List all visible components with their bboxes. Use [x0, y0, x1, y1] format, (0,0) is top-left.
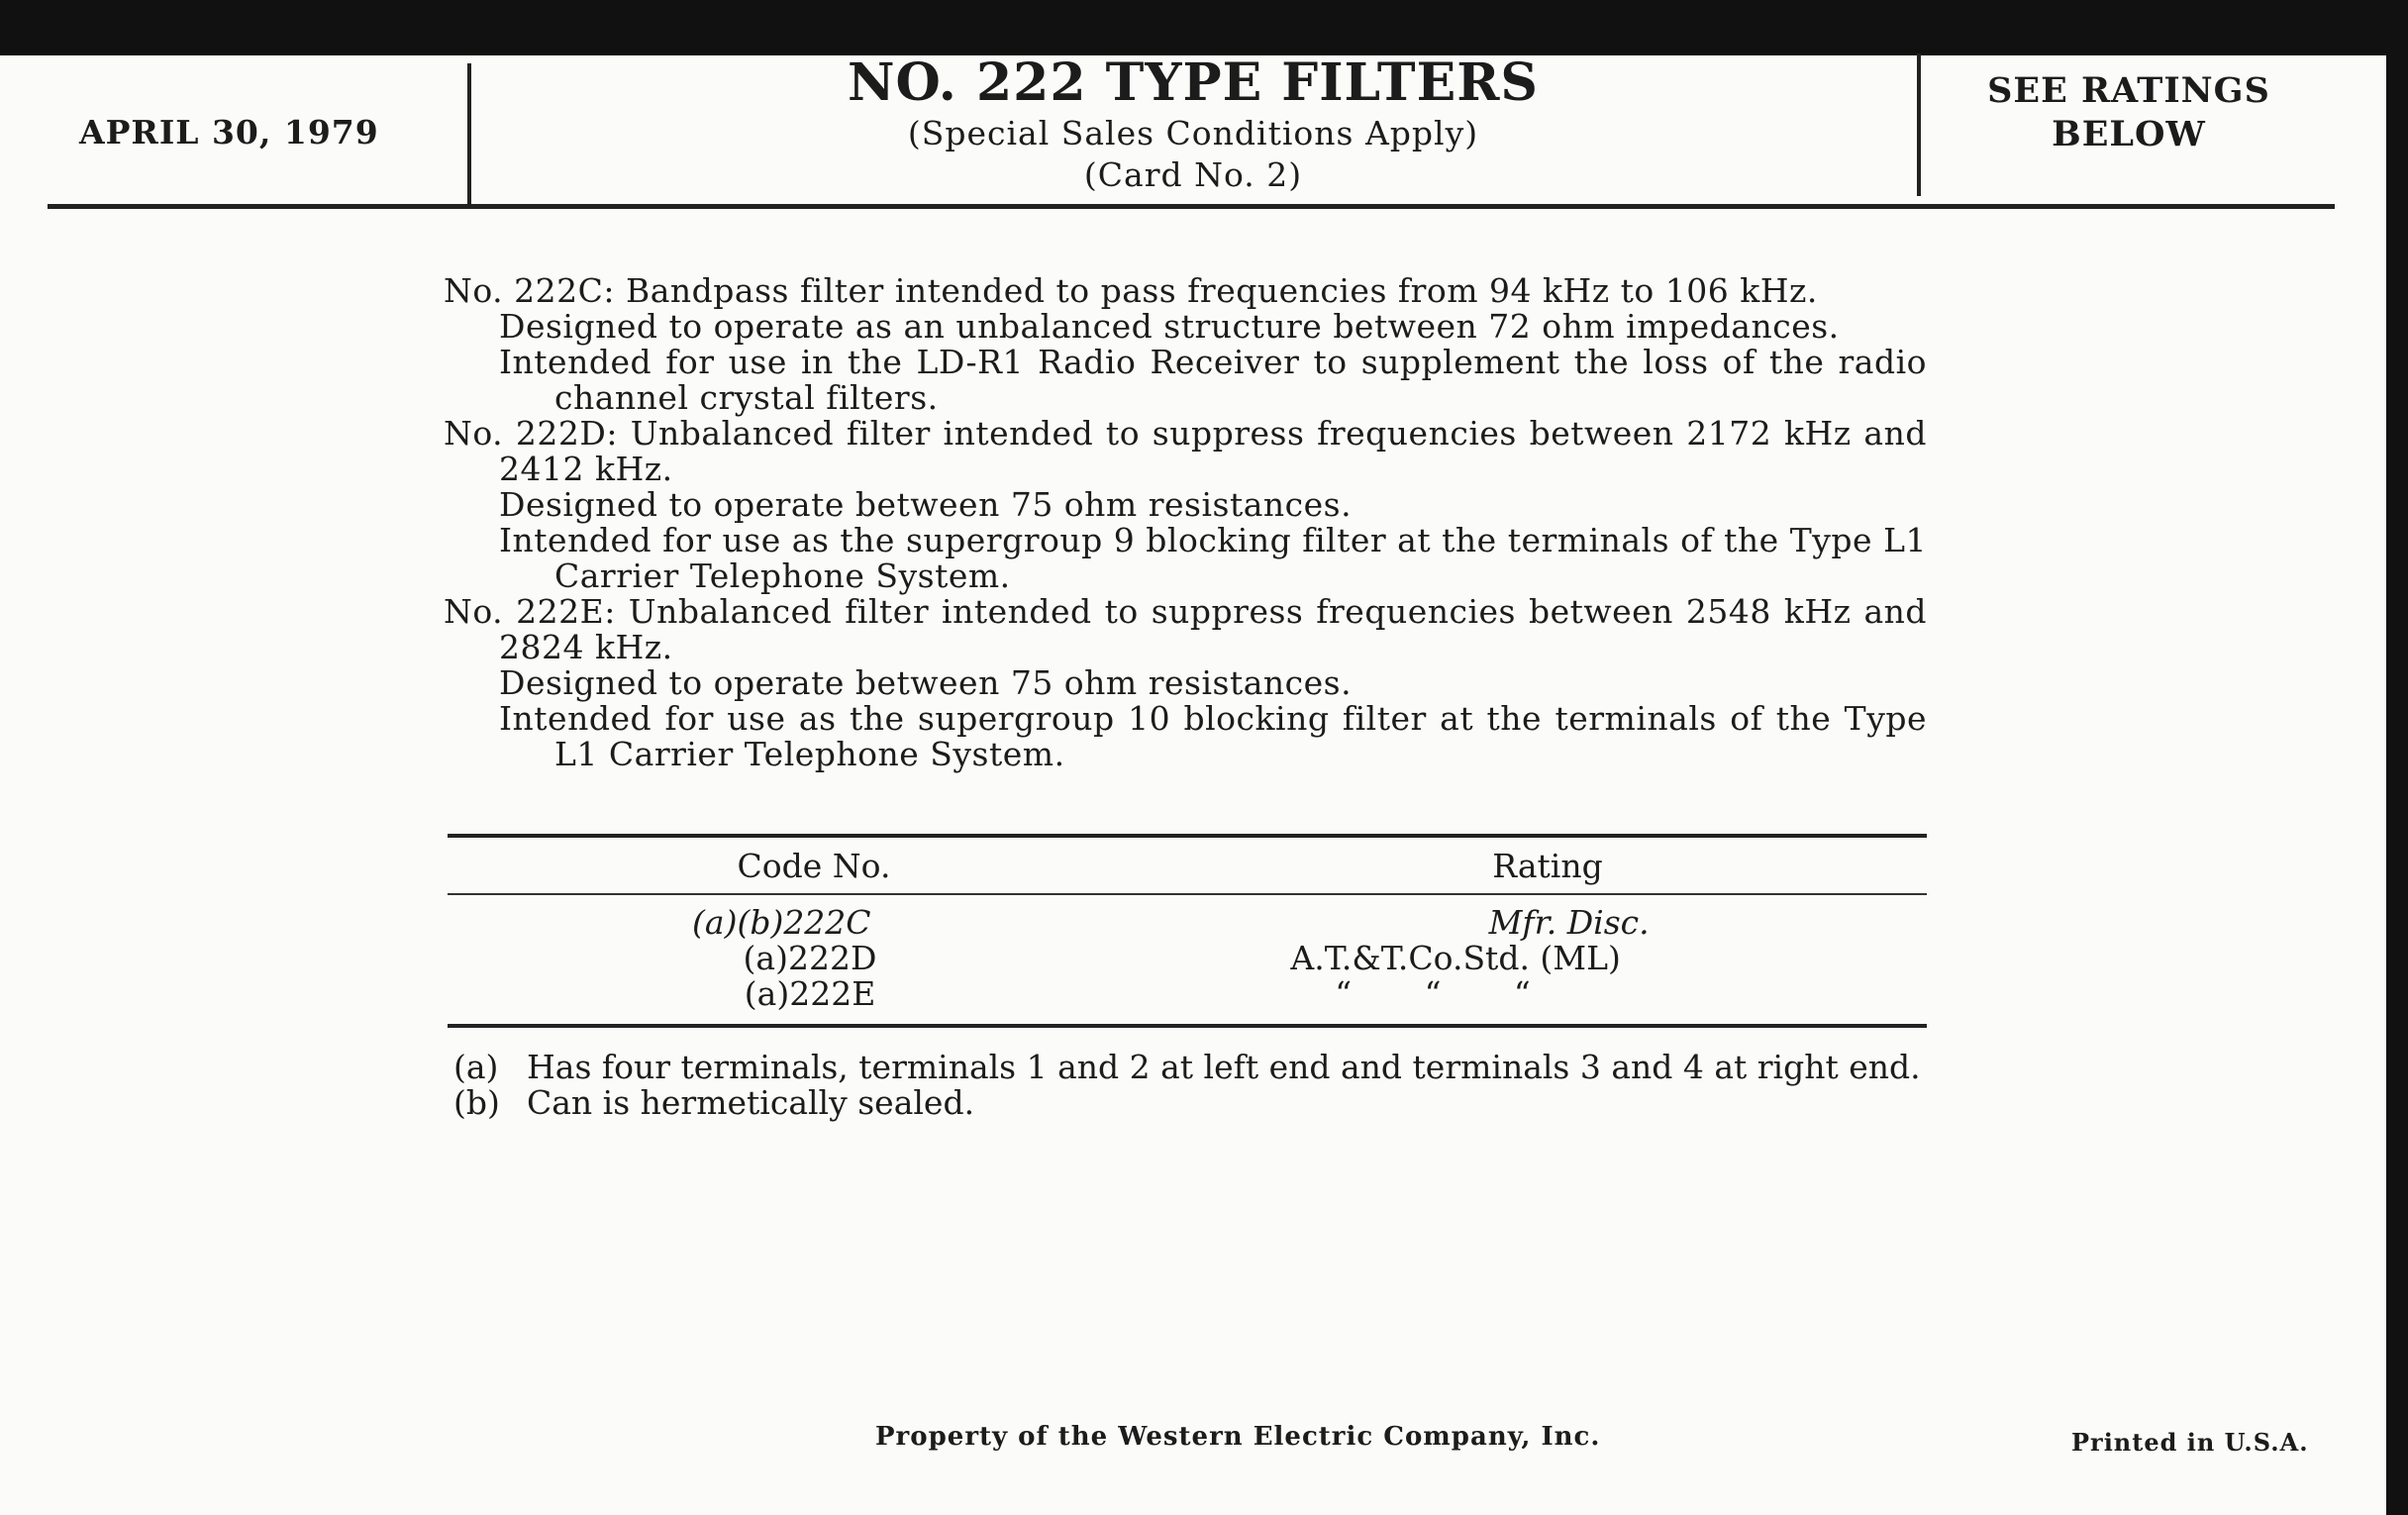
paragraph-222e-usage: Intended for use as the supergroup 10 blocking filter at the terminals of the Type L1 Carrier Telephone System.: [499, 699, 1927, 773]
table-cell-rating: “ “ “: [1335, 974, 1531, 1013]
header-center: [471, 53, 1915, 196]
issue-date: APRIL 30, 1979: [79, 113, 379, 152]
footnote-text: Has four terminals, terminals 1 and 2 at left end and terminals 3 and 4 at right end.: [527, 1048, 1921, 1086]
ratings-note: [1941, 69, 2317, 156]
table-body: [448, 895, 1927, 1024]
table-cell-rating: Mfr. Disc.: [1488, 903, 1650, 942]
paragraph-222c-usage: Intended for use in the LD-R1 Radio Receiver to supplement the loss of the radio channel crystal filters.: [499, 343, 1927, 417]
footnote: [453, 1085, 1939, 1121]
paragraph-222e-summary: No. 222E: Unbalanced filter intended to suppress frequencies between 2548 kHz and 2824 kHz.: [444, 592, 1927, 666]
paragraph-222d-summary: No. 222D: Unbalanced filter intended to suppress frequencies between 2172 kHz and 2412 kHz.: [444, 414, 1927, 488]
paragraph-222d-structure: Designed to operate between 75 ohm resistances.: [499, 485, 1353, 524]
footnote-label: (a): [453, 1048, 499, 1086]
table-row: [448, 976, 1927, 1012]
footnotes: [453, 1050, 1939, 1121]
footnote: [453, 1050, 1939, 1085]
filter-descriptions: [444, 273, 1927, 772]
property-notice: Property of the Western Electric Company, Inc.: [875, 1422, 1601, 1452]
ratings-note-line2: BELOW: [2052, 114, 2206, 154]
document-subtitle-conditions: (Special Sales Conditions Apply): [907, 114, 1479, 152]
table-cell-code: (a)222D: [743, 939, 877, 977]
table-cell-code: (a)(b)222C: [692, 903, 871, 942]
table-bottom-rule: [448, 1024, 1927, 1028]
paragraph-222d-usage: Intended for use as the supergroup 9 blocking filter at the terminals of the Type L1 Carrier Telephone System.: [499, 521, 1927, 595]
scan-right-border: [2386, 0, 2408, 1515]
header-divider-right: [1917, 53, 1921, 196]
column-header-code: Code No.: [737, 846, 891, 885]
table-header: [448, 838, 1927, 893]
ratings-note-line1: SEE RATINGS: [1987, 70, 2270, 111]
table-row: [448, 941, 1927, 976]
scan-top-border: [0, 0, 2408, 55]
column-header-rating: Rating: [1492, 846, 1603, 885]
footnote-label: (b): [453, 1083, 500, 1122]
table-row: [448, 905, 1927, 941]
header-rule: [48, 204, 2335, 209]
table-cell-rating: A.T.&T.Co.Std. (ML): [1290, 939, 1621, 977]
document-title: NO. 222 TYPE FILTERS: [848, 52, 1539, 113]
paragraph-222e-structure: Designed to operate between 75 ohm resistances.: [499, 663, 1353, 702]
ratings-table: [448, 834, 1927, 1028]
printed-notice: Printed in U.S.A.: [2071, 1428, 2309, 1457]
table-cell-code: (a)222E: [744, 974, 876, 1013]
paragraph-222c-summary: No. 222C: Bandpass filter intended to pass frequencies from 94 kHz to 106 kHz.: [444, 271, 1818, 310]
footnote-text: Can is hermetically sealed.: [527, 1083, 975, 1122]
document-subtitle-card: (Card No. 2): [1083, 155, 1303, 194]
paragraph-222c-structure: Designed to operate as an unbalanced structure between 72 ohm impedances.: [499, 307, 1840, 346]
